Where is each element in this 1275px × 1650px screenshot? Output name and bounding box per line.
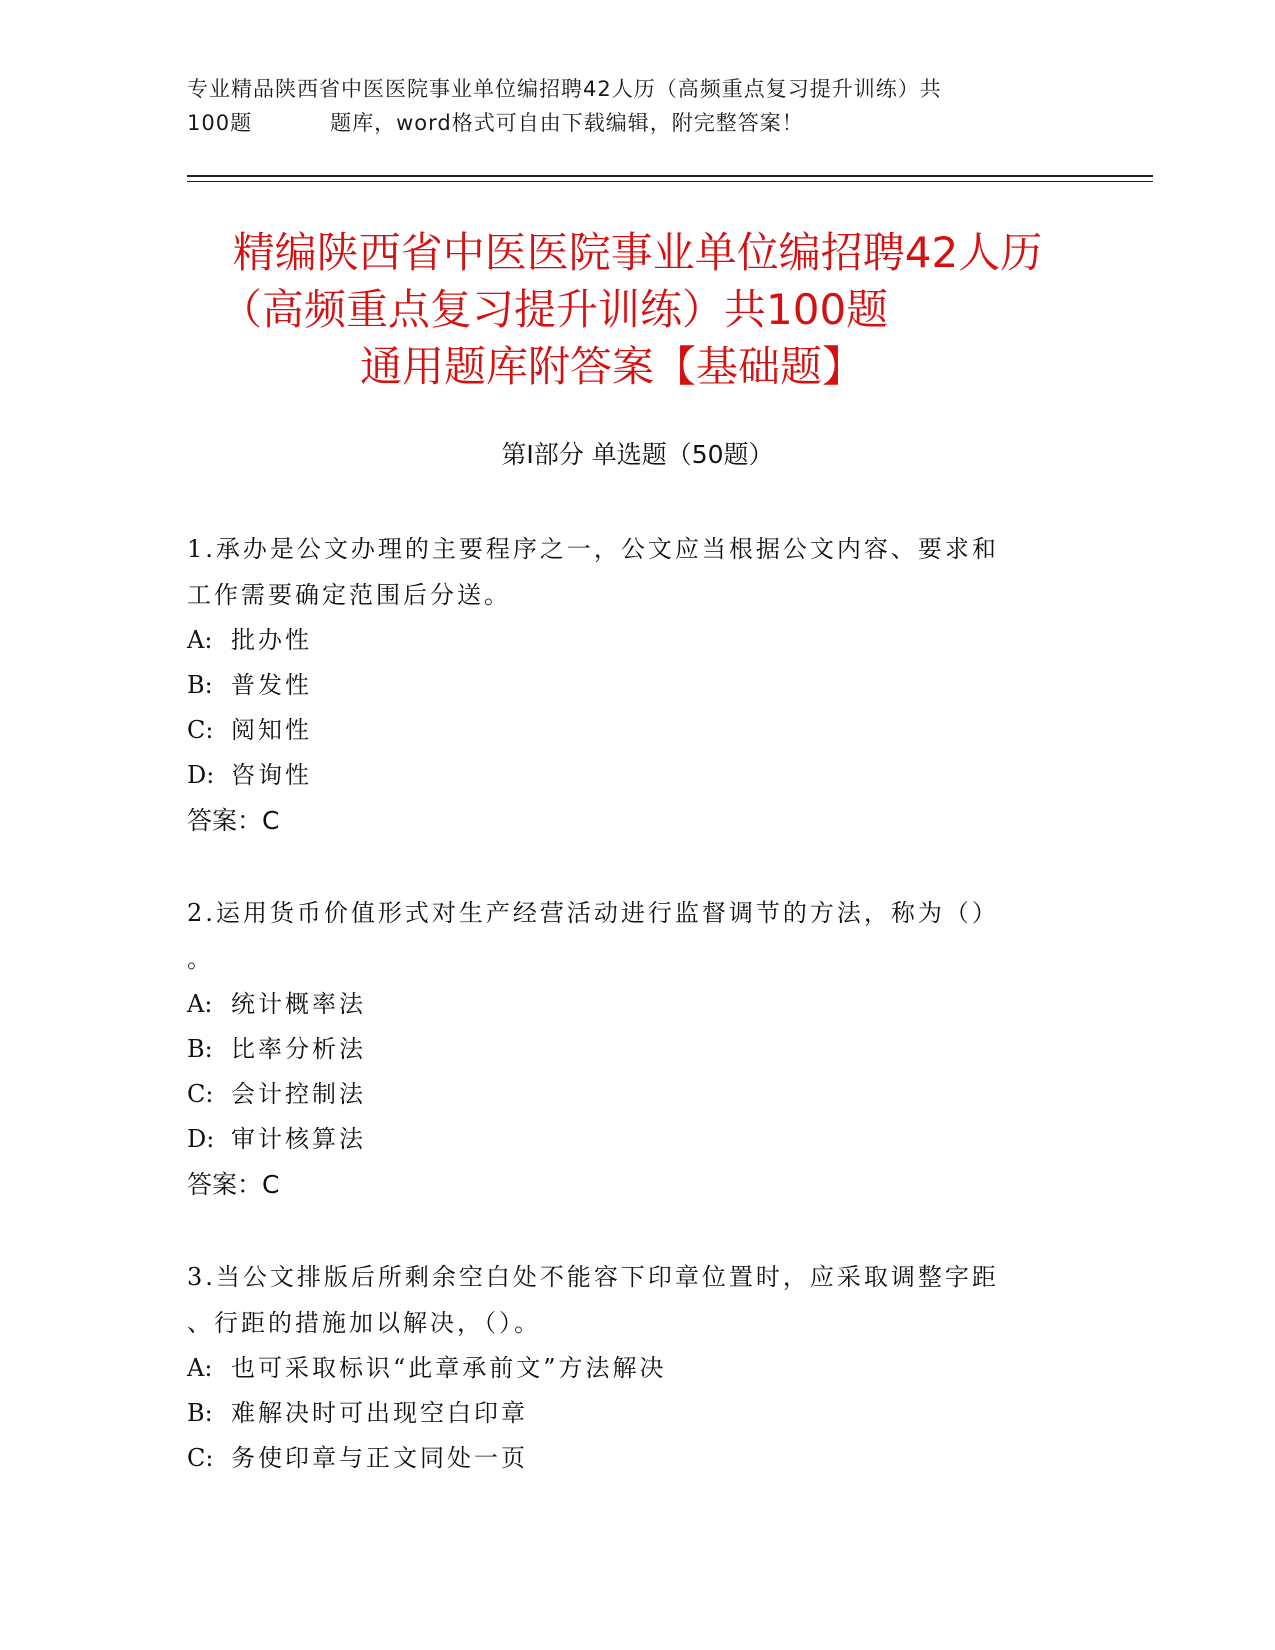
question-stem xyxy=(187,526,1067,618)
question-stem-line: 1.承办是公文办理的主要程序之一，公文应当根据公文内容、要求和 xyxy=(187,535,999,563)
option-b xyxy=(187,663,1067,708)
option-letter: B: xyxy=(187,671,213,699)
question-item xyxy=(187,1254,1067,1481)
answer-line: 答案：C xyxy=(187,806,280,835)
option-letter: C: xyxy=(187,1080,214,1108)
option-letter: C: xyxy=(187,716,214,744)
option-a xyxy=(187,1346,1067,1391)
option-letter: A: xyxy=(187,990,213,1018)
option-a xyxy=(187,618,1067,663)
option-text: 审计核算法 xyxy=(231,1125,366,1153)
header-line-1: 专业精品陕西省中医医院事业单位编招聘42人历（高频重点复习提升训练）共 xyxy=(187,77,942,101)
option-b xyxy=(187,1391,1067,1436)
option-a xyxy=(187,982,1067,1027)
question-stem-line: 、行距的措施加以解决，（）。 xyxy=(187,1309,541,1337)
question-stem xyxy=(187,1254,1067,1346)
option-c xyxy=(187,1072,1067,1117)
document-title xyxy=(120,224,1155,395)
option-letter: D: xyxy=(187,761,215,789)
question-stem xyxy=(187,890,1067,982)
option-text: 咨询性 xyxy=(231,761,312,789)
question-item xyxy=(187,526,1067,844)
option-letter: B: xyxy=(187,1399,213,1427)
title-line-1: 精编陕西省中医医院事业单位编招聘42人历 xyxy=(232,228,1043,277)
option-text: 普发性 xyxy=(231,671,312,699)
option-text: 务使印章与正文同处一页 xyxy=(231,1444,528,1472)
question-item xyxy=(187,890,1067,1208)
question-stem-line: 工作需要确定范围后分送。 xyxy=(187,581,511,609)
option-text: 会计控制法 xyxy=(231,1080,366,1108)
option-d xyxy=(187,1117,1067,1162)
section-heading: 第Ⅰ部分 单选题（50题） xyxy=(501,440,774,469)
question-stem-line: 3.当公文排版后所剩余空白处不能容下印章位置时，应采取调整字距 xyxy=(187,1263,999,1291)
option-b xyxy=(187,1027,1067,1072)
option-text: 阅知性 xyxy=(231,716,312,744)
question-list xyxy=(187,526,1067,1527)
option-letter: A: xyxy=(187,1354,213,1382)
header-rule-thin xyxy=(187,181,1153,182)
option-letter: B: xyxy=(187,1035,213,1063)
option-c xyxy=(187,708,1067,753)
question-stem-line: 2.运用货币价值形式对生产经营活动进行监督调节的方法，称为（） xyxy=(187,899,999,927)
option-letter: C: xyxy=(187,1444,214,1472)
option-text: 也可采取标识“此章承前文”方法解决 xyxy=(231,1354,667,1382)
header-rule-thick xyxy=(187,175,1153,177)
title-line-2: （高频重点复习提升训练）共100题 xyxy=(220,285,889,334)
answer-line: 答案：C xyxy=(187,1170,280,1199)
option-d xyxy=(187,753,1067,798)
title-line-3: 通用题库附答案【基础题】 xyxy=(360,342,865,391)
header-note xyxy=(187,72,1067,140)
option-text: 难解决时可出现空白印章 xyxy=(231,1399,528,1427)
option-text: 批办性 xyxy=(231,626,312,654)
question-stem-line: 。 xyxy=(187,945,214,973)
option-letter: A: xyxy=(187,626,213,654)
option-c xyxy=(187,1436,1067,1481)
header-description: 题库，word格式可自由下载编辑，附完整答案！ xyxy=(330,111,804,135)
option-text: 比率分析法 xyxy=(231,1035,366,1063)
header-count: 100题 xyxy=(187,111,253,135)
option-text: 统计概率法 xyxy=(231,990,366,1018)
header-line-2 xyxy=(187,106,1067,140)
option-letter: D: xyxy=(187,1125,215,1153)
